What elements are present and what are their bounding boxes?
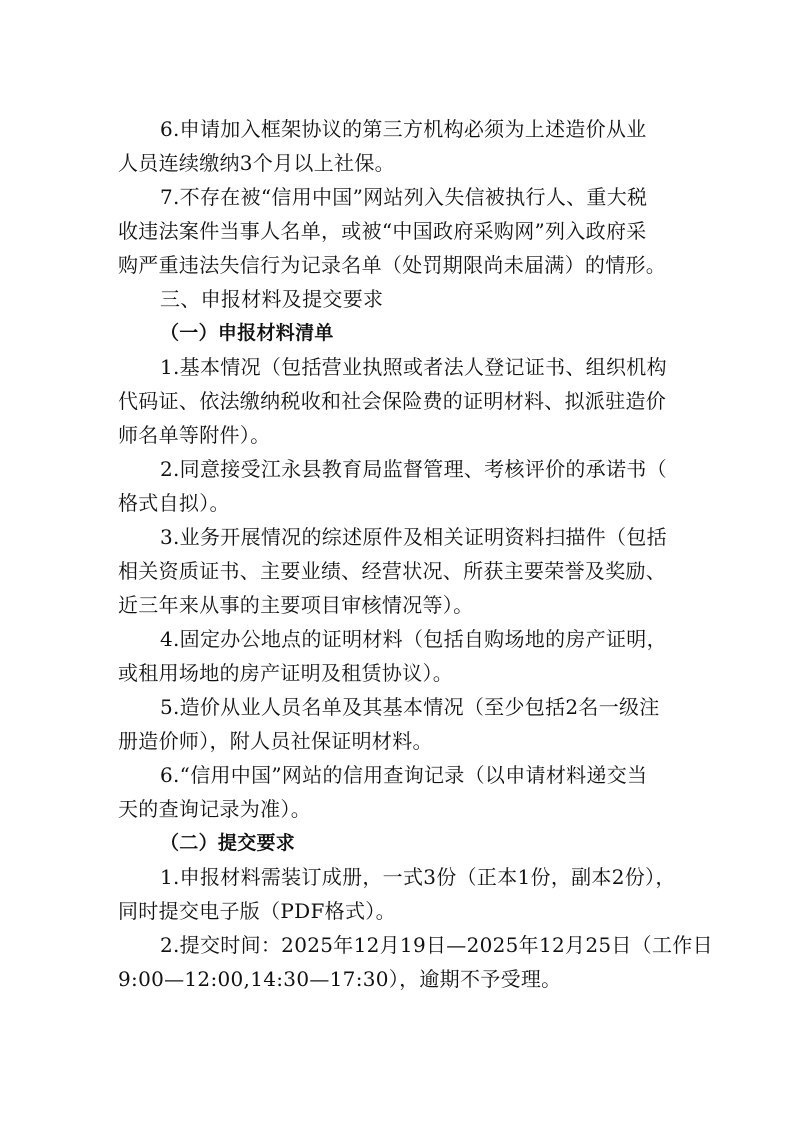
body-text [118,112,713,996]
paragraph-line: 6.申请加入框架协议的第三方机构必须为上述造价从业 [160,117,647,141]
paragraph-line: 册造价师），附人员社保证明材料。 [118,729,433,753]
paragraph-line: 代码证、依法缴纳税收和社会保险费的证明材料、拟派驻造价 [118,389,667,413]
paragraph-line: 2.提交时间：2025年12月19日—2025年12月25日（工作日 [160,933,713,957]
subsection-heading: （一）申报材料清单 [160,322,334,344]
paragraph-line: 或租用场地的房产证明及租赁协议）。 [118,661,454,685]
paragraph-line: 6.“信用中国”网站的信用查询记录（以申请材料递交当 [160,763,648,787]
paragraph-line: 5.造价从业人员名单及其基本情况（至少包括2名一级注 [160,695,660,719]
paragraph-line: 师名单等附件）。 [118,423,271,447]
paragraph-line: 9:00—12:00,14:30—17:30），逾期不予受理。 [118,967,562,991]
paragraph-line: 天的查询记录为准）。 [118,797,311,821]
paragraph-line: 收违法案件当事人名单，或被“中国政府采购网”列入政府采 [118,219,647,243]
paragraph-line: 7.不存在被“信用中国”网站列入失信被执行人、重大税 [160,185,648,209]
paragraph-line: 1.基本情况（包括营业执照或者法人登记证书、组织机构 [160,355,667,379]
paragraph-line: 近三年来从事的主要项目审核情况等）。 [118,593,474,617]
paragraph-line: 2.同意接受江永县教育局监督管理、考核评价的承诺书（ [160,457,667,481]
paragraph-line: 人员连续缴纳3个月以上社保。 [118,151,395,175]
paragraph-line: 格式自拟）。 [118,491,230,515]
paragraph-line: 购严重违法失信行为记录名单（处罚期限尚未届满）的情形。 [118,253,667,277]
paragraph-line: 同时提交电子版（PDF格式）。 [118,899,396,923]
paragraph-line: 相关资质证书、主要业绩、经营状况、所获主要荣誉及奖励、 [118,559,667,583]
paragraph-line: 3.业务开展情况的综述原件及相关证明资料扫描件（包括 [160,525,667,549]
subsection-heading: （二）提交要求 [160,832,296,854]
section-heading: 三、申报材料及提交要求 [160,287,384,311]
paragraph-line: 1.申报材料需装订成册，一式3份（正本1份，副本2份）， [160,865,676,889]
paragraph-line: 4.固定办公地点的证明材料（包括自购场地的房产证明， [160,627,667,651]
